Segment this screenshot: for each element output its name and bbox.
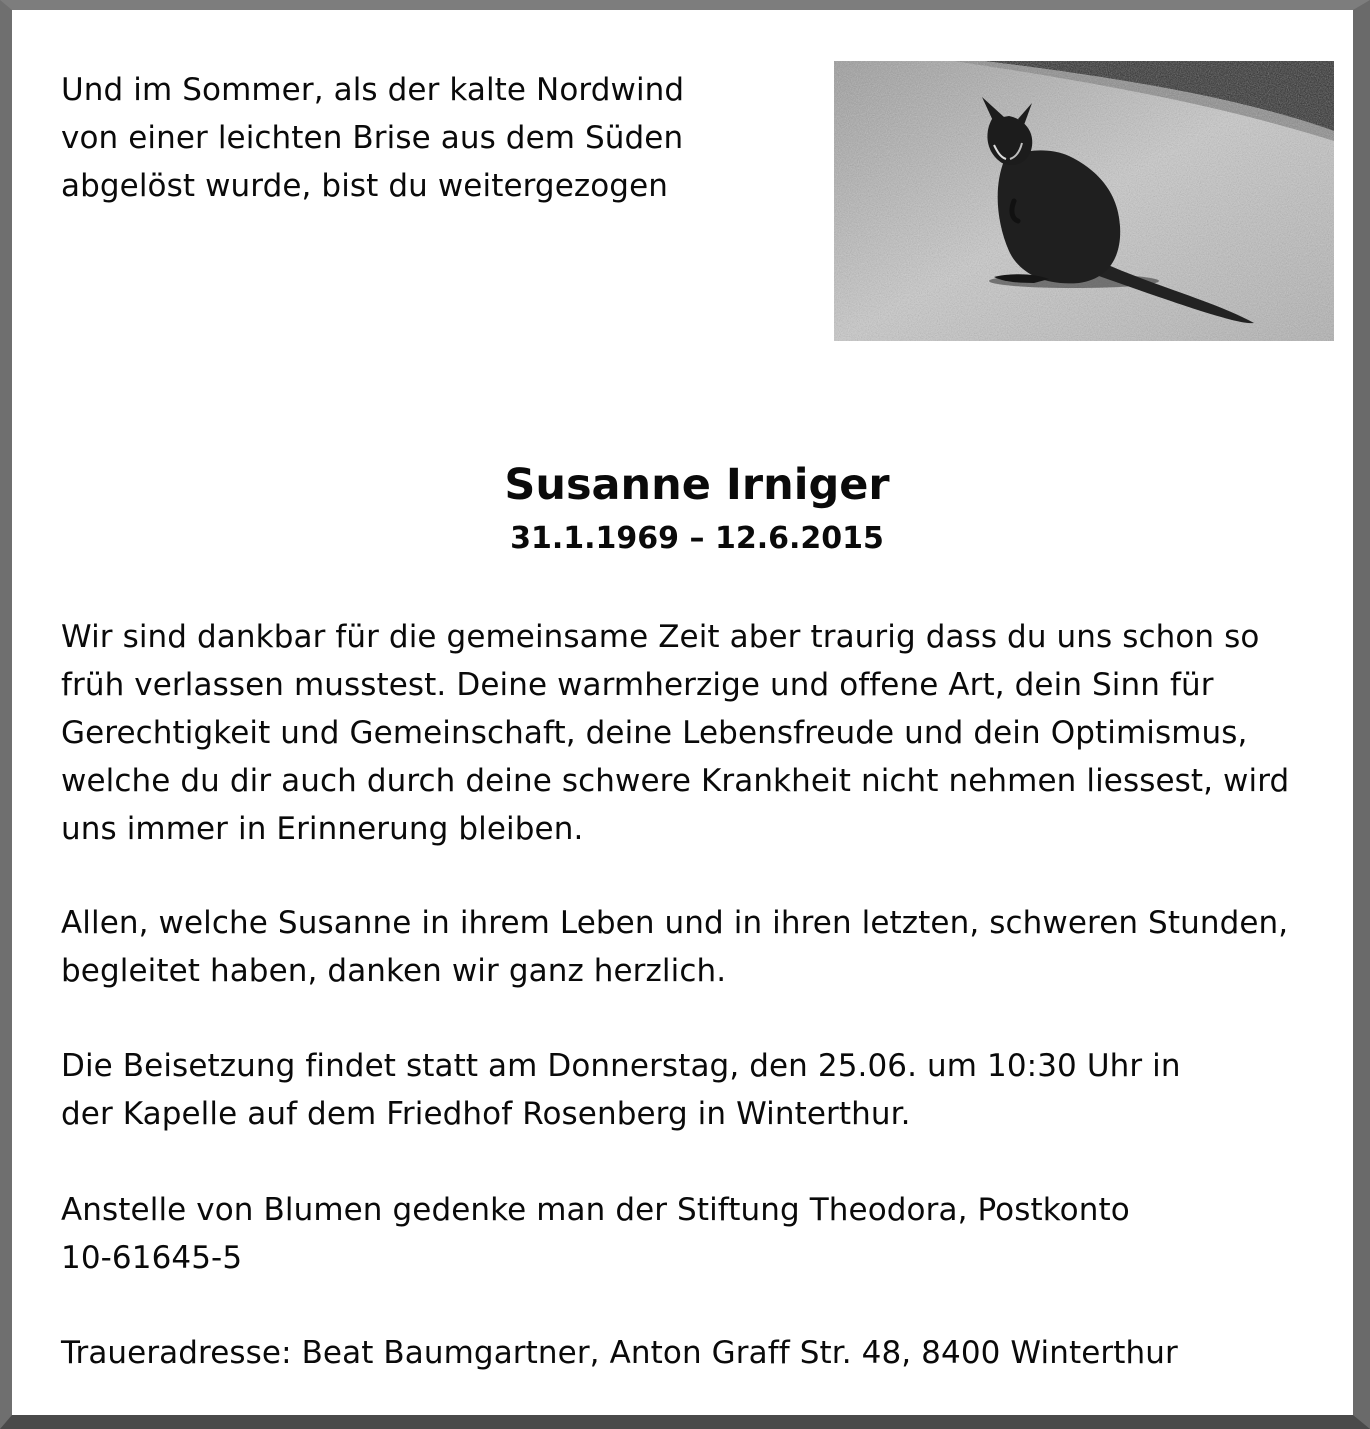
deceased-name: Susanne Irniger [504,460,890,510]
thanks-paragraph: Allen, welche Susanne in ihrem Leben und in ihren letzten, schweren Stunden, begleitet haben, danken wir ganz herzlich. [61,905,1289,989]
life-dates: 31.1.1969 – 12.6.2015 [510,521,884,556]
kangaroo-photo [834,61,1334,341]
address-paragraph: Traueradresse: Beat Baumgartner, Anton Graff Str. 48, 8400 Winterthur [61,1335,1178,1371]
intro-poem: Und im Sommer, als der kalte Nordwind von einer leichten Brise aus dem Süden abgelöst wurde, bist du weitergezogen [61,72,685,204]
donation-paragraph: Anstelle von Blumen gedenke man der Stiftung Theodora, Postkonto 10-61645-5 [61,1192,1130,1276]
funeral-paragraph: Die Beisetzung findet statt am Donnerstag, den 25.06. um 10:30 Uhr in der Kapelle auf dem Friedhof Rosenberg in Winterthur. [61,1048,1181,1132]
gratitude-paragraph: Wir sind dankbar für die gemeinsame Zeit aber traurig dass du uns schon so früh verlassen musstest. Deine warmherzige und offene Art, dein Sinn für Gerechtigkeit und Gemeinschaft, deine Lebensfreude und dein Optimismus, welche du dir auch durch deine schwere Krankheit nicht nehmen liessest, wird uns immer in Erinnerung bleiben. [61,619,1290,847]
